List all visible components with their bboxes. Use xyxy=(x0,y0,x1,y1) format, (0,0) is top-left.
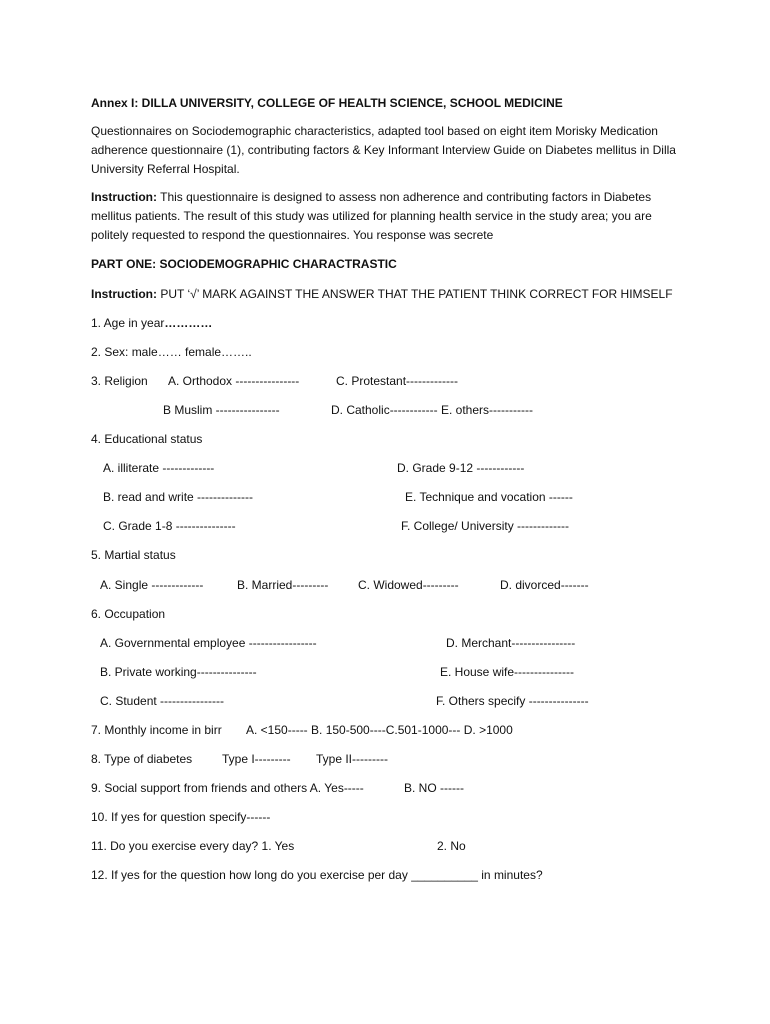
question-4-option-d: D. Grade 9-12 ------------ xyxy=(397,461,525,475)
question-4-label: 4. Educational status xyxy=(91,432,203,446)
question-6-option-a: A. Governmental employee ----------------- xyxy=(100,636,317,650)
question-4-option-f: F. College/ University ------------- xyxy=(401,519,569,533)
instruction-label: Instruction: xyxy=(91,190,157,204)
question-11-option-b: 2. No xyxy=(437,839,466,853)
instruction-paragraph xyxy=(91,188,683,245)
question-6-option-e: E. House wife--------------- xyxy=(440,665,574,679)
question-6-option-b: B. Private working--------------- xyxy=(100,665,257,679)
question-3-option-a: A. Orthodox ---------------- xyxy=(168,374,300,388)
question-10: 10. If yes for question specify------ xyxy=(91,810,271,824)
instruction-text: This questionnaire is designed to assess non adherence and contributing factors in Diabetes mellitus patients. The result of this study was utilized for planning health service in the study area; you are politely requested to respond the questionnaires. You response was secrete xyxy=(91,190,652,242)
question-5-option-d: D. divorced------- xyxy=(500,578,589,592)
question-4-option-b: B. read and write -------------- xyxy=(103,490,253,504)
part-one-instruction xyxy=(91,285,673,303)
question-8-option-a: Type I--------- xyxy=(222,752,291,766)
question-7-options: A. <150----- B. 150-500----C.501-1000--- D. >1000 xyxy=(246,723,513,737)
question-3-option-c: C. Protestant------------- xyxy=(336,374,458,388)
question-1-dots: ………… xyxy=(164,316,213,330)
question-6-option-c: C. Student ---------------- xyxy=(100,694,224,708)
question-6-option-f: F. Others specify --------------- xyxy=(436,694,589,708)
question-7-label: 7. Monthly income in birr xyxy=(91,723,222,737)
question-9-option-b: B. NO ------ xyxy=(404,781,464,795)
question-8-label: 8. Type of diabetes xyxy=(91,752,193,766)
question-1 xyxy=(91,314,212,332)
question-12: 12. If yes for the question how long do you exercise per day __________ in minutes? xyxy=(91,868,543,882)
part-one-instruction-text: PUT ‘√’ MARK AGAINST THE ANSWER THAT THE PATIENT THINK CORRECT FOR HIMSELF xyxy=(157,287,673,301)
question-3-option-d-e: D. Catholic------------ E. others----------- xyxy=(331,403,533,417)
question-4-option-c: C. Grade 1-8 --------------- xyxy=(103,519,236,533)
question-1-label: 1. Age in year xyxy=(91,316,165,330)
question-3-label: 3. Religion xyxy=(91,374,148,388)
intro-paragraph: Questionnaires on Sociodemographic characteristics, adapted tool based on eight item Morisky Medication adherence questionnaire (1), contributing factors & Key Informant Interview Guide on Diabetes mellitus in Dilla University Referral Hospital. xyxy=(91,124,676,176)
question-5-option-c: C. Widowed--------- xyxy=(358,578,459,592)
question-11-label: 11. Do you exercise every day? 1. Yes xyxy=(91,839,295,853)
question-5-label: 5. Martial status xyxy=(91,548,176,562)
question-8-option-b: Type II--------- xyxy=(316,752,388,766)
annex-title: Annex I: DILLA UNIVERSITY, COLLEGE OF HEALTH SCIENCE, SCHOOL MEDICINE xyxy=(91,96,563,110)
question-3-option-b: B Muslim ---------------- xyxy=(163,403,280,417)
question-4-option-e: E. Technique and vocation ------ xyxy=(405,490,573,504)
part-one-title: PART ONE: SOCIODEMOGRAPHIC CHARACTRASTIC xyxy=(91,257,397,271)
question-5-option-a: A. Single ------------- xyxy=(100,578,204,592)
part-one-instruction-label: Instruction: xyxy=(91,287,157,301)
question-9-label: 9. Social support from friends and others A. Yes----- xyxy=(91,781,364,795)
question-5-option-b: B. Married--------- xyxy=(237,578,329,592)
question-4-option-a: A. illiterate ------------- xyxy=(103,461,215,475)
question-6-label: 6. Occupation xyxy=(91,607,166,621)
question-2: 2. Sex: male…… female…….. xyxy=(91,345,252,359)
question-6-option-d: D. Merchant---------------- xyxy=(446,636,576,650)
